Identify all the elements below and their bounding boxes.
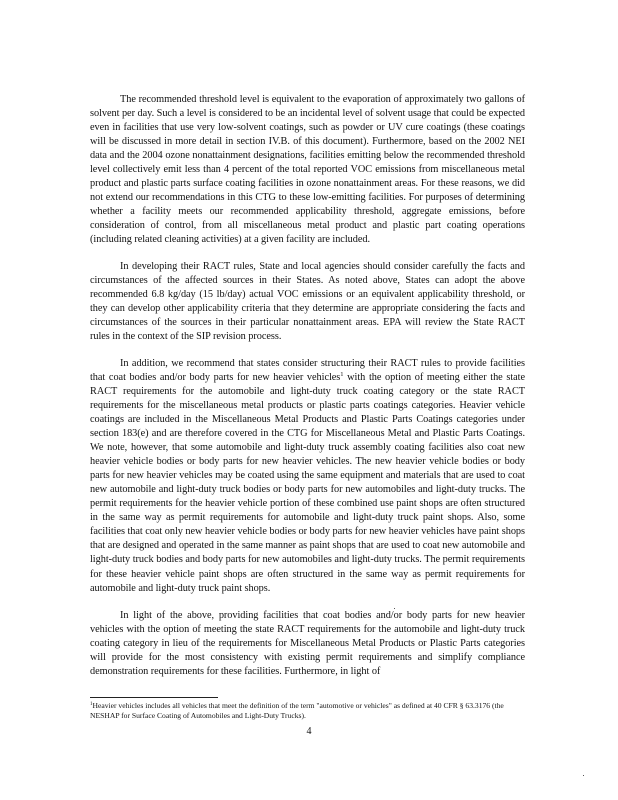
footnote-reference: 1	[340, 370, 344, 378]
footnote-text: Heavier vehicles includes all vehicles that meet the definition of the term "automotive or vehicles" as defined at 40 CFR § 63.3176 (the NESHAP for Surface Coating of Automobiles and Light-Duty Trucks).	[90, 701, 504, 720]
footnote	[90, 701, 530, 721]
body-text	[90, 93, 525, 692]
page-number: 4	[306, 726, 312, 737]
paragraph-heavier-vehicles-lead: In addition, we recommend that states consider structuring their RACT rules to provide facilities that coat bodies and/or body parts for new heavier vehicles	[90, 357, 525, 383]
paragraph-heavier-vehicles-body: the state RACT requirements for the miscellaneous metal products or plastic parts coatings categories. Heavier vehicle coatings are included in the Miscellaneous Metal Products and Plastic Parts Coatings categories under section 183(e) and are therefore covered in the CTG for Miscellaneous Metal and Plastic Parts Coatings. We note, however, that some automobile and light-duty truck assembly coating facilities also coat new heavier vehicle bodies or body parts for new heavier vehicles. The new heavier vehicle bodies or body parts for new heavier vehicles may be coated using the same equipment and materials that are used to coat new automobile and light-duty truck bodies or body parts for new automobiles and light-duty trucks. The permit requirements for the heavier vehicle portion of these combined use paint shops are often structured in the same way as permit requirements for automobile and light-duty truck paint shops. Also, some facilities that coat only new heavier vehicle bodies or body parts for new heavier vehicles have paint shops that are designed and operated in the same manner as paint shops that are used to coat new automobile and light-duty truck bodies and body parts for new automobiles and light-duty trucks. The permit requirements for these heavier vehicle paint shops are often structured in the same way as permit requirements for automobile and light-duty truck paint shops.	[90, 385, 526, 594]
paragraph-in-light-of-above: In light of the above, providing facilities that coat bodies and/or body parts for new heavier vehicles with the option of meeting the state RACT requirements for the automobile and light-duty truck coating category in lieu of the requirements for Miscellaneous Metal Products or Plastic Parts categories will provide for the most consistency with existing permit requirements and simplify compliance demonstration requirements for these facilities. Furthermore, in light of	[90, 609, 525, 677]
paragraph-heavier-vehicles	[90, 357, 525, 596]
scan-speck	[583, 775, 584, 776]
paragraph-threshold-level: The recommended threshold level is equivalent to the evaporation of approximately two gallons of solvent per day. Such a level is considered to be an incidental level of solvent usage that could be expected even in facilities that use very low-solvent coatings, such as powder or UV cure coatings (these coatings will be discussed in more detail in section IV.B. of this document). Furthermore, based on the 2002 NEI data and the 2004 ozone nonattainment designations, facilities emitting below the recommended threshold level collectively emit less than 4 percent of the total reported VOC emissions from miscellaneous metal product and plastic parts surface coating facilities in ozone nonattainment areas. For these reasons, we did not extend our recommendations in this CTG to these low-emitting facilities. For purposes of determining whether a facility meets our recommended applicability threshold, aggregate emissions, before consideration of control, from all miscellaneous metal product and plastic part coating operations (including related cleaning activities) at a given facility are included.	[90, 94, 525, 246]
footnote-divider	[90, 697, 218, 698]
footnote-marker: 1	[90, 702, 93, 707]
scan-speck	[394, 608, 395, 609]
paragraph-heavier-vehicles-after-marker: with the option of meeting either the state RACT requirements for the automobile and light-duty truck coating category or	[90, 371, 525, 397]
paragraph-ract-rules: In developing their RACT rules, State and local agencies should consider carefully the facts and circumstances of the affected sources in their States. As noted above, States can adopt the above recommended 6.8 kg/day (15 lb/day) actual VOC emissions or an equivalent applicability threshold, or they can develop other applicability criteria that they determine are appropriate considering the facts and circumstances of the sources in their particular nonattainment areas. EPA will review the State RACT rules in the context of the SIP revision process.	[90, 260, 525, 342]
